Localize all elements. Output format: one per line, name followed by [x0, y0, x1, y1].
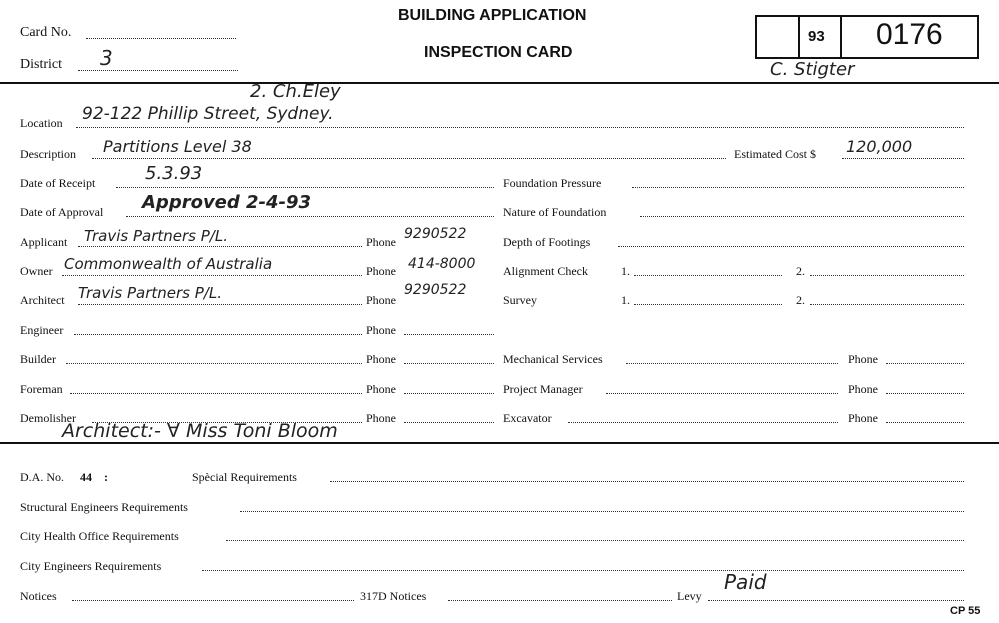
applicant-dots — [78, 246, 362, 247]
architect-note: Architect:- ∀ Miss Toni Bloom — [62, 420, 338, 442]
city-engineers-label: City Engineers Requirements — [20, 559, 162, 573]
estimated-cost-label: Estimated Cost $ — [734, 147, 816, 161]
architect-dots — [78, 304, 362, 305]
survey-dots-2 — [810, 304, 964, 305]
owner-value: Commonwealth of Australia — [64, 255, 273, 273]
city-engineers-dots — [202, 570, 964, 571]
district-label: District — [20, 57, 62, 72]
engineer-phone-dots — [404, 334, 494, 335]
officer-signature: C. Stigter — [770, 59, 855, 80]
demolisher-phone-label: Phone — [366, 411, 396, 425]
project-manager-label: Project Manager — [503, 382, 583, 396]
builder-dots — [66, 363, 362, 364]
district-dots — [78, 70, 238, 71]
mechanical-services-label: Mechanical Services — [503, 352, 603, 366]
foreman-phone-dots — [404, 393, 494, 394]
excavator-phone-label: Phone — [848, 411, 878, 425]
engineer-dots — [74, 334, 362, 335]
builder-label: Builder — [20, 352, 56, 366]
applicant-label: Applicant — [20, 235, 68, 249]
foreman-dots — [70, 393, 362, 394]
description-dots — [92, 158, 726, 159]
header-rule — [0, 82, 999, 84]
notices-317d-dots — [448, 600, 672, 601]
owner-phone-label: Phone — [366, 264, 396, 278]
depth-of-footings-label: Depth of Footings — [503, 235, 591, 249]
special-requirements-label: Spècial Requirements — [192, 470, 297, 484]
survey-dots-1 — [634, 304, 782, 305]
estimated-cost-value: 120,000 — [846, 137, 913, 156]
architect-phone-value: 9290522 — [404, 282, 467, 298]
architect-label: Architect — [20, 293, 65, 307]
levy-dots — [708, 600, 964, 601]
architect-value: Travis Partners P/L. — [78, 284, 222, 302]
city-health-office-dots — [226, 540, 964, 541]
date-of-receipt-label: Date of Receipt — [20, 176, 96, 190]
survey-label: Survey — [503, 293, 537, 307]
location-annotation: 2. Ch.Eley — [250, 81, 341, 102]
levy-label: Levy — [677, 589, 702, 603]
location-label: Location — [20, 116, 63, 130]
alignment-check-dots-1 — [634, 275, 782, 276]
middle-rule — [0, 442, 999, 444]
engineer-phone-label: Phone — [366, 323, 396, 337]
district-value: 3 — [100, 46, 113, 70]
mechanical-services-phone-label: Phone — [848, 352, 878, 366]
estimated-cost-dots — [842, 158, 964, 159]
mechanical-services-phone-dots — [886, 363, 964, 364]
survey-num-2: 2. — [796, 293, 805, 307]
box-year: 93 — [808, 28, 825, 45]
project-manager-dots — [606, 393, 838, 394]
builder-phone-dots — [404, 363, 494, 364]
da-no-value: 44 — [80, 470, 92, 484]
excavator-phone-dots — [886, 422, 964, 423]
description-value: Partitions Level 38 — [103, 137, 252, 156]
foundation-pressure-label: Foundation Pressure — [503, 176, 602, 190]
notices-317d-label: 317D Notices — [360, 589, 427, 603]
owner-label: Owner — [20, 264, 53, 278]
title-line-1: BUILDING APPLICATION — [398, 7, 587, 24]
structural-engineers-dots — [240, 511, 964, 512]
box-number: 0176 — [876, 18, 943, 51]
location-dots — [76, 127, 964, 128]
date-of-approval-label: Date of Approval — [20, 205, 104, 219]
owner-phone-value: 414-8000 — [408, 256, 476, 272]
date-of-receipt-dots — [116, 187, 494, 188]
date-of-approval-value: Approved 2-4-93 — [142, 192, 312, 213]
notices-dots — [72, 600, 354, 601]
nature-of-foundation-dots — [640, 216, 964, 217]
structural-engineers-label: Structural Engineers Requirements — [20, 500, 188, 514]
location-value: 92-122 Phillip Street, Sydney. — [82, 104, 334, 124]
date-of-receipt-value: 5.3.93 — [145, 163, 203, 184]
nature-of-foundation-label: Nature of Foundation — [503, 205, 607, 219]
city-health-office-label: City Health Office Requirements — [20, 529, 179, 543]
foreman-phone-label: Phone — [366, 382, 396, 396]
da-no-colon: : — [104, 470, 108, 484]
description-label: Description — [20, 147, 76, 161]
architect-phone-label: Phone — [366, 293, 396, 307]
depth-of-footings-dots — [618, 246, 964, 247]
demolisher-phone-dots — [404, 422, 494, 423]
excavator-label: Excavator — [503, 411, 552, 425]
engineer-label: Engineer — [20, 323, 64, 337]
box-divider-1 — [798, 17, 800, 57]
card-number-box — [755, 15, 979, 59]
date-of-approval-dots — [126, 216, 494, 217]
foundation-pressure-dots — [632, 187, 964, 188]
card-no-dots — [86, 38, 236, 39]
survey-num-1: 1. — [621, 293, 630, 307]
applicant-phone-label: Phone — [366, 235, 396, 249]
form-code: CP 55 — [950, 605, 981, 617]
foreman-label: Foreman — [20, 382, 63, 396]
owner-dots — [62, 275, 362, 276]
alignment-check-label: Alignment Check — [503, 264, 588, 278]
card-no-label: Card No. — [20, 25, 72, 40]
alignment-check-num-1: 1. — [621, 264, 630, 278]
special-requirements-dots — [330, 481, 964, 482]
applicant-value: Travis Partners P/L. — [84, 227, 228, 245]
mechanical-services-dots — [626, 363, 838, 364]
levy-value: Paid — [724, 570, 767, 594]
notices-label: Notices — [20, 589, 57, 603]
project-manager-phone-dots — [886, 393, 964, 394]
box-divider-2 — [840, 17, 842, 57]
builder-phone-label: Phone — [366, 352, 396, 366]
title-line-2: INSPECTION CARD — [424, 44, 573, 61]
project-manager-phone-label: Phone — [848, 382, 878, 396]
demolisher-label: Demolisher — [20, 411, 76, 425]
alignment-check-num-2: 2. — [796, 264, 805, 278]
excavator-dots — [568, 422, 838, 423]
da-no-label: D.A. No. — [20, 470, 64, 484]
applicant-phone-value: 9290522 — [404, 226, 467, 242]
alignment-check-dots-2 — [810, 275, 964, 276]
